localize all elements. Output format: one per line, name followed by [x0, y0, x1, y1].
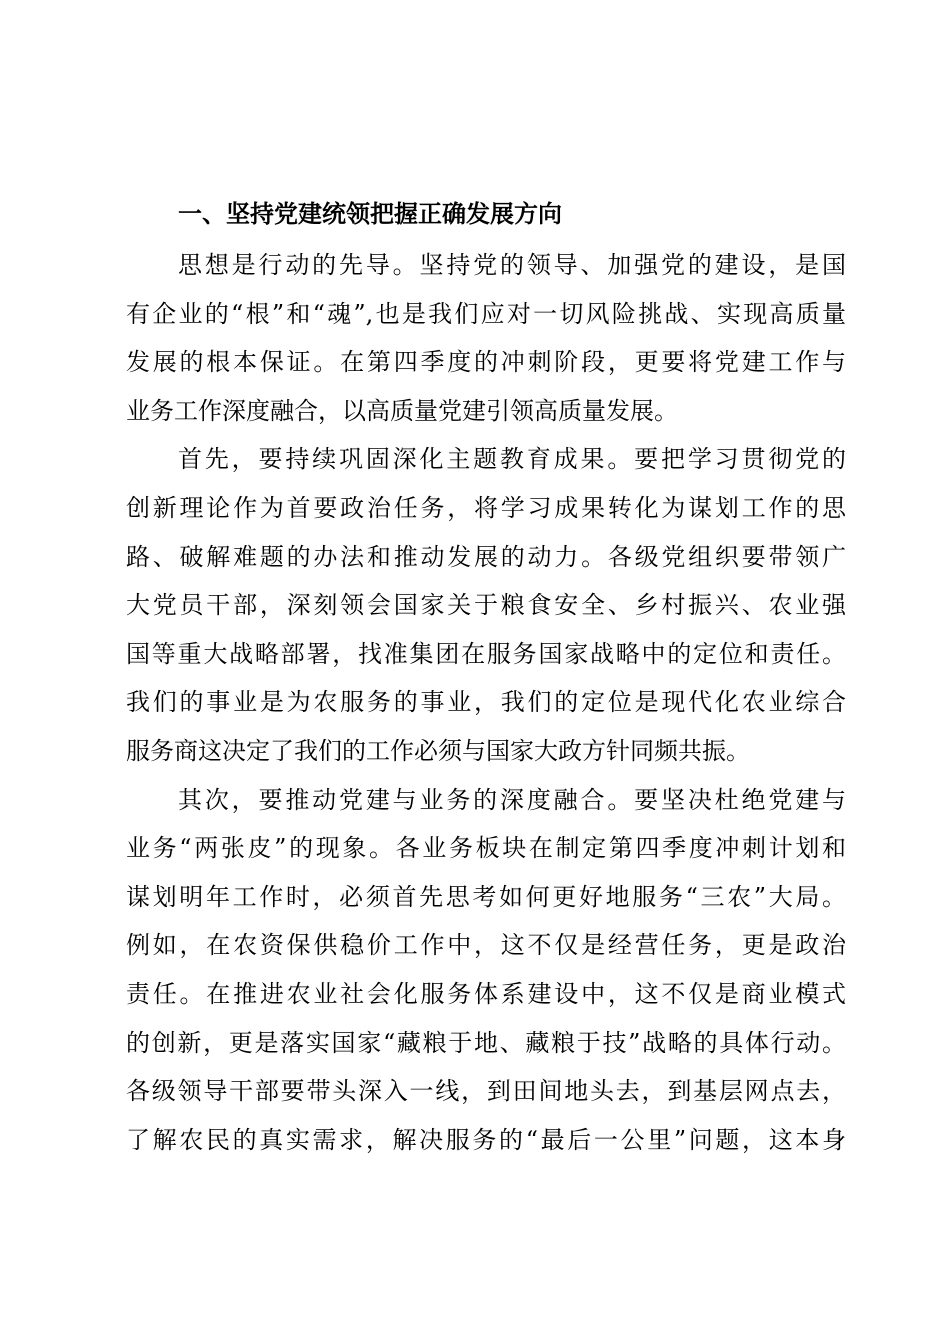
text-line: 大党员干部，深刻领会国家关于粮食安全、乡村振兴、农业强 [126, 591, 846, 620]
text-line: 其次，要推动党建与业务的深度融合。要坚决杜绝党建与 [178, 785, 846, 814]
text-line: 有企业的“根”和“魂”,也是我们应对一切风险挑战、实现高质量 [126, 299, 846, 328]
text-line: 国等重大战略部署，找准集团在服务国家战略中的定位和责任。 [126, 639, 846, 668]
text-line: 了解农民的真实需求，解决服务的“最后一公里”问题，这本身 [126, 1125, 846, 1154]
body-text [126, 241, 846, 1164]
text-line: 思想是行动的先导。坚持党的领导、加强党的建设，是国 [178, 251, 846, 279]
paragraph-2 [126, 435, 846, 775]
text-line: 服务商这决定了我们的工作必须与国家大政方针同频共振。 [126, 736, 750, 765]
text-line: 责任。在推进农业社会化服务体系建设中，这不仅是商业模式 [126, 979, 846, 1008]
paragraph-1 [126, 241, 846, 435]
text-line: 业务“两张皮”的现象。各业务板块在制定第四季度冲刺计划和 [126, 834, 846, 863]
paragraph-3 [126, 776, 846, 1165]
text-line: 创新理论作为首要政治任务，将学习成果转化为谋划工作的思 [126, 493, 846, 522]
text-line: 发展的根本保证。在第四季度的冲刺阶段，更要将党建工作与 [126, 348, 846, 377]
text-line: 我们的事业是为农服务的事业，我们的定位是现代化农业综合 [126, 688, 846, 717]
section-heading: 一、坚持党建统领把握正确发展方向 [178, 200, 562, 228]
text-line: 路、破解难题的办法和推动发展的动力。各级党组织要带领广 [126, 542, 846, 571]
text-line: 的创新，更是落实国家“藏粮于地、藏粮于技”战略的具体行动。 [126, 1028, 846, 1057]
text-line: 例如，在农资保供稳价工作中，这不仅是经营任务，更是政治 [126, 931, 846, 960]
text-line: 业务工作深度融合，以高质量党建引领高质量发展。 [126, 396, 678, 425]
text-line: 谋划明年工作时，必须首先思考如何更好地服务“三农”大局。 [126, 882, 846, 911]
text-line: 各级领导干部要带头深入一线，到田间地头去，到基层网点去， [126, 1077, 846, 1106]
text-line: 首先，要持续巩固深化主题教育成果。要把学习贯彻党的 [178, 445, 846, 474]
